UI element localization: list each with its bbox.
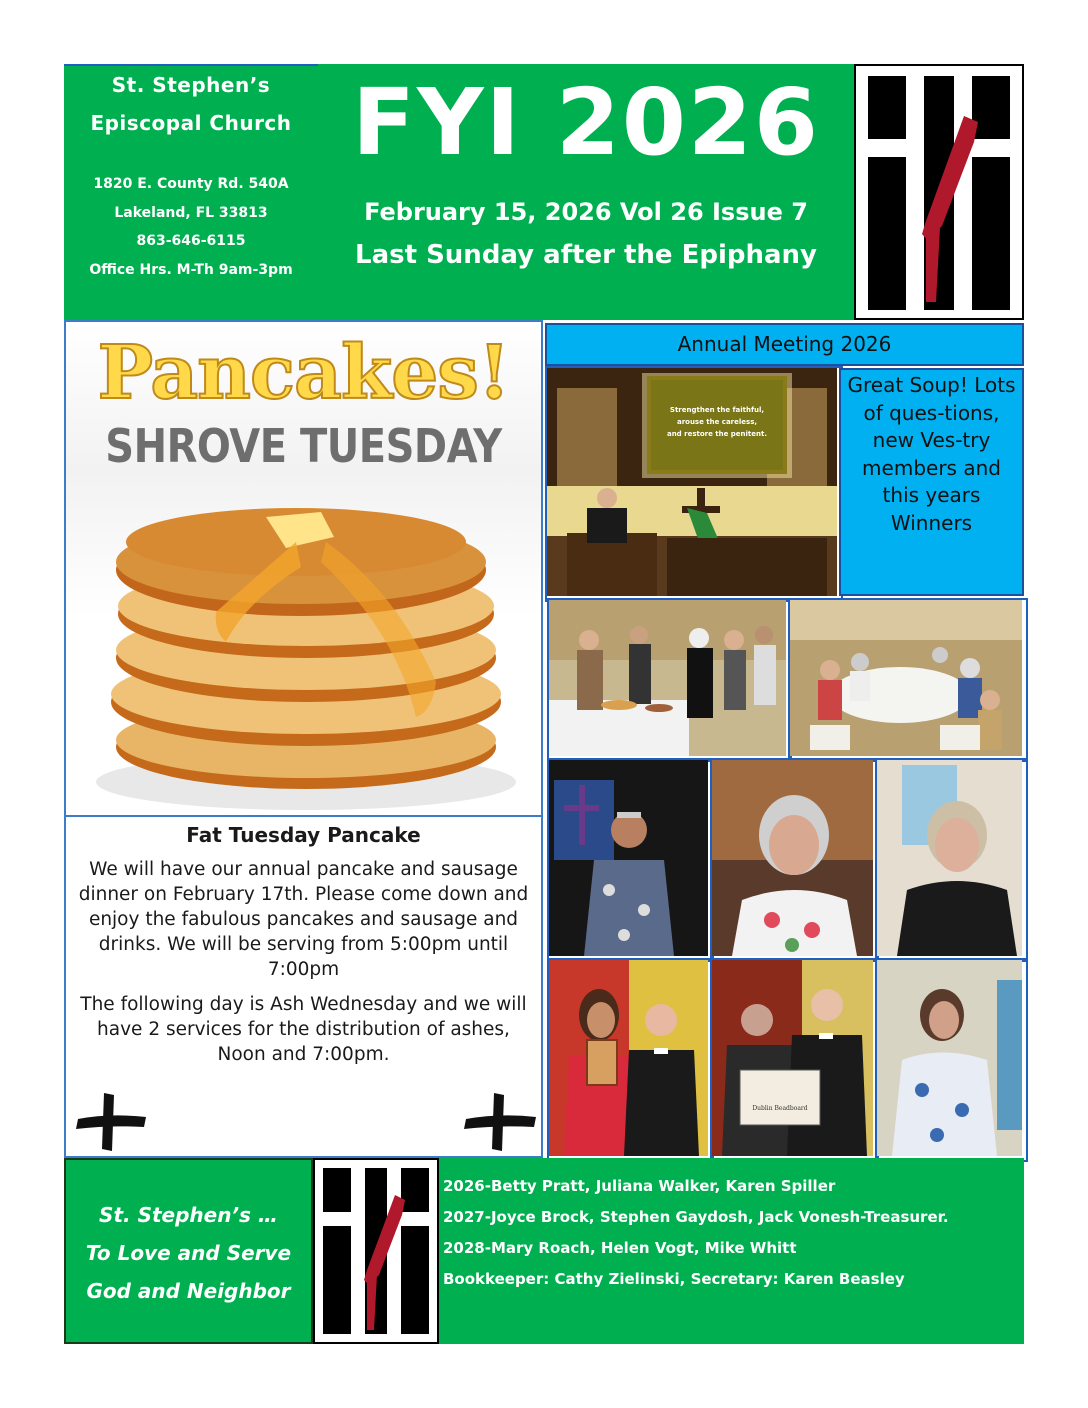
newsletter-title: FYI 2026 [352, 69, 820, 176]
photo-chancel [545, 366, 843, 602]
photo-winner-woman [710, 758, 879, 962]
svg-text:arouse the careless,: arouse the careless, [676, 418, 758, 426]
church-logo-small [313, 1158, 439, 1344]
church-logo [854, 64, 1024, 320]
motto-line-3: God and Neighbor [86, 1279, 291, 1303]
annual-meeting-caption: Great Soup! Lots of ques-tions, new Ves-try members and this years Winners [839, 368, 1024, 596]
motto-panel [64, 1158, 313, 1344]
photo-speaker [875, 958, 1028, 1162]
masthead [318, 64, 854, 320]
pancakes-heading: Pancakes! [97, 330, 510, 416]
photo-award-2 [710, 958, 879, 1162]
vestry-list [439, 1158, 1024, 1344]
photo-award-1 [547, 958, 714, 1162]
photo-dining-tables [788, 598, 1028, 762]
vestry-class-2027: 2027-Joyce Brock, Stephen Gaydosh, Jack Vonesh-Treasurer. [443, 1208, 949, 1226]
address-city: Lakeland, FL 33813 [114, 204, 268, 221]
church-info-panel [64, 64, 318, 320]
ash-cross-icon [70, 1087, 150, 1157]
phone-number: 863-646-6115 [136, 233, 246, 249]
shrove-tuesday-heading: SHROVE TUESDAY [105, 420, 502, 474]
svg-text:and restore the penitent.: and restore the penitent. [666, 430, 768, 438]
motto-line-2: To Love and Serve [85, 1241, 292, 1265]
motto-line-1: St. Stephen’s … [99, 1203, 278, 1227]
vestry-class-2026: 2026-Betty Pratt, Juliana Walker, Karen Spiller [443, 1177, 836, 1195]
cross-stole-logo-icon [856, 66, 1022, 318]
article-paragraph: We will have our annual pancake and sausage dinner on February 17th. Please come down and enjoy the fabulous pancakes and sausage and drinks. We will be serving from 5:00pm until 7:00pm [78, 859, 529, 980]
fat-tuesday-article [64, 817, 543, 1158]
address-street: 1820 E. County Rd. 540A [93, 176, 289, 192]
article-title: Fat Tuesday Pancake [186, 823, 421, 847]
annual-meeting-header: Annual Meeting 2026 [545, 323, 1024, 366]
pancake-advert [64, 320, 543, 817]
photo-winner-woman-2 [875, 758, 1028, 962]
ash-cross-icon [460, 1087, 540, 1157]
church-name-line-1: St. Stephen’s [111, 73, 271, 97]
issue-line: February 15, 2026 Vol 26 Issue 7 [364, 198, 808, 226]
pancake-stack-image [96, 482, 516, 812]
certificate-text: Dublin Beadboard [752, 1105, 808, 1112]
staff-line: Bookkeeper: Cathy Zielinski, Secretary: Karen Beasley [443, 1270, 905, 1288]
article-paragraph: The following day is Ash Wednesday and we will have 2 services for the distribution of ashes, Noon and 7:00pm. [80, 994, 527, 1065]
photo-buffet-line [547, 598, 792, 762]
vestry-class-2028: 2028-Mary Roach, Helen Vogt, Mike Whitt [443, 1239, 797, 1257]
office-hours: Office Hrs. M-Th 9am-3pm [89, 261, 293, 278]
cross-stole-logo-icon [315, 1160, 437, 1342]
screen-text: Strengthen the faithful, [669, 406, 765, 414]
church-name [64, 66, 318, 142]
photo-winner-man [547, 758, 714, 962]
church-address [64, 170, 318, 284]
liturgical-day: Last Sunday after the Epiphany [355, 240, 817, 270]
church-name-line-2: Episcopal Church [90, 111, 292, 135]
